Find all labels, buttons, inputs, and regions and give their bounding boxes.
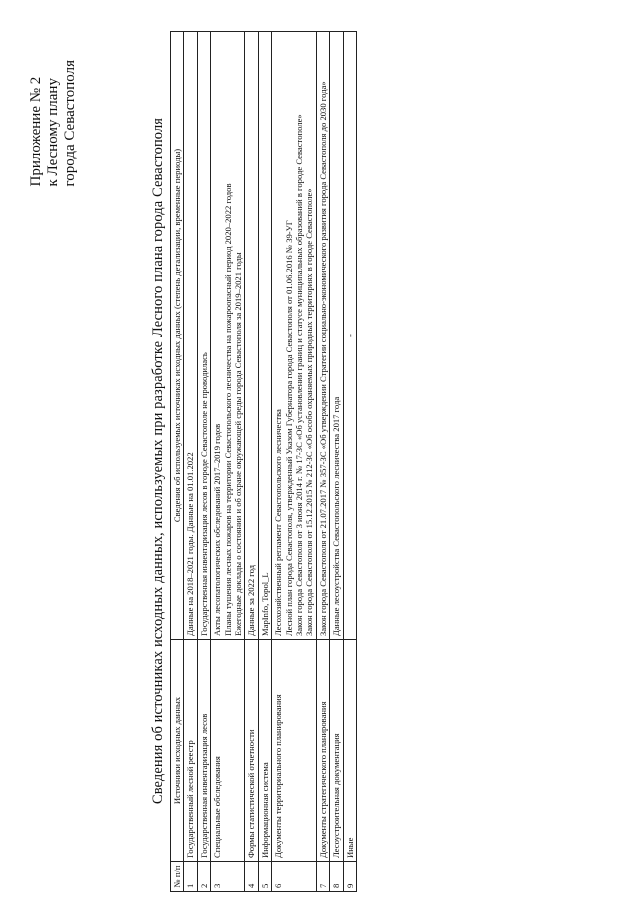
row-info-line: Данные за 2022 год — [246, 564, 257, 636]
row-info-line: Государственная инвентаризация лесов в городе Севастополе не проводилась — [198, 352, 209, 636]
table-row — [184, 32, 197, 892]
row-info-line: Ежегодные доклады о состоянии и об охране окружающей среды города Севастополя за 2019–2021 годы — [233, 252, 244, 636]
sources-table — [170, 31, 357, 892]
table-row — [330, 32, 343, 892]
row-number: 7 — [316, 862, 329, 892]
row-number: 8 — [330, 862, 343, 892]
row-info — [184, 32, 197, 640]
row-source: Документы территориального планирования — [272, 640, 317, 862]
header-info: Сведения об используемых источниках исходных данных (степень детализации, временные периоды) — [171, 32, 184, 640]
row-source: Иные — [343, 640, 356, 862]
appendix-heading — [28, 60, 79, 187]
row-source: Лесоустроительная документация — [330, 640, 343, 862]
row-source: Государственный лесной реестр — [184, 640, 197, 862]
row-source: Формы статистической отчетности — [245, 640, 258, 862]
row-number: 1 — [184, 862, 197, 892]
row-source: Государственная инвентаризация лесов — [197, 640, 210, 862]
table-row — [272, 32, 317, 892]
row-info-line: Данные на 2018–2021 годы. Данные на 01.01.2022 — [185, 452, 196, 636]
row-source: Документы стратегического планирования — [316, 640, 329, 862]
table-row — [245, 32, 258, 892]
row-info-line: Лесной план города Севастополя, утвержденный Указом Губернатора города Севастополя от 01.06.2016 № 39-УГ — [283, 220, 294, 636]
row-info-line: Закон города Севастополя от 21.07.2017 № 357-ЗС «Об утверждении Стратегии социально-экономического развития города Севастополя до 2030 года» — [317, 81, 328, 636]
appendix-line-1: Приложение № 2 — [28, 76, 44, 187]
row-info-line: Акты лесопатологических обследований 2017–2019 годов — [212, 423, 223, 636]
row-info-line: Закон города Севастополя от 15.12.2015 № 212-ЗС «Об особо охраняемых природных территориях в городе Севастополе» — [304, 188, 315, 636]
appendix-line-3: города Севастополя — [62, 60, 78, 187]
table-row — [197, 32, 210, 892]
row-number: 6 — [272, 862, 317, 892]
row-info — [197, 32, 210, 640]
table-row — [343, 32, 356, 892]
row-number: 4 — [245, 862, 258, 892]
document-title: Сведения об источниках исходных данных, используемых при разработке Лесного плана города Севастополя — [150, 117, 166, 805]
table-body — [184, 32, 357, 892]
row-number: 5 — [258, 862, 271, 892]
row-info-line: - — [344, 334, 355, 337]
row-number: 2 — [197, 862, 210, 892]
row-source: Специальные обследования — [211, 640, 245, 862]
row-info — [343, 32, 356, 640]
header-num: № п/п — [171, 862, 184, 892]
row-info-line: Лесохозяйственный регламент Севастопольского лесничества — [273, 409, 284, 636]
row-info-line: MapInfo, Topol_L — [259, 572, 270, 636]
row-info — [211, 32, 245, 640]
row-source: Информационная система — [258, 640, 271, 862]
table-header-row — [171, 32, 184, 892]
row-info-line: Планы тушения лесных пожаров на территории Севастопольского лесничества на пожароопасный период 2020–2022 годов — [222, 183, 233, 636]
row-info-line: Закон города Севастополя от 3 июня 2014 г. № 17-ЗС «Об установлении границ и статусе муниципальных образований в городе Севастополе» — [294, 114, 305, 636]
table-row — [211, 32, 245, 892]
header-source: Источники исходных данных — [171, 640, 184, 862]
row-info-line: Данные лесоустройства Севастопольского лесничества 2017 года — [331, 396, 342, 636]
row-number: 3 — [211, 862, 245, 892]
appendix-line-2: к Лесному плану — [45, 78, 61, 187]
row-number: 9 — [343, 862, 356, 892]
row-info — [258, 32, 271, 640]
row-info — [330, 32, 343, 640]
row-info — [316, 32, 329, 640]
table-row — [258, 32, 271, 892]
table-row — [316, 32, 329, 892]
row-info — [245, 32, 258, 640]
row-info — [272, 32, 317, 640]
